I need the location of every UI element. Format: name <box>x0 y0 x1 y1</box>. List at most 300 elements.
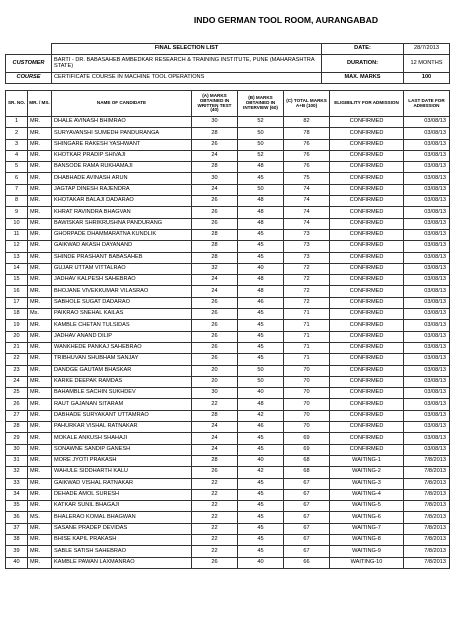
last-date-cell: 03/08/13 <box>404 365 450 376</box>
table-row <box>6 252 450 263</box>
max-marks-label: MAX. MARKS <box>322 73 404 84</box>
table-row <box>6 489 450 500</box>
title-cell: MR. <box>28 275 52 286</box>
written-cell: 32 <box>192 263 238 274</box>
title-cell: MR. <box>28 320 52 331</box>
name-cell: BAHAMBLE SACHIN SUKHDEV <box>52 388 192 399</box>
last-date-cell: 03/08/13 <box>404 117 450 128</box>
sr-cell: 9 <box>6 207 28 218</box>
table-row <box>6 286 450 297</box>
interview-cell: 45 <box>238 320 284 331</box>
name-cell: RAUT GAJANAN SITARAM <box>52 399 192 410</box>
title-cell: MS. <box>28 512 52 523</box>
eligibility-cell: WAITING-6 <box>330 512 404 523</box>
sr-cell: 2 <box>6 128 28 139</box>
name-cell: BAWISKAR SHRIKRUSHNA PANDURANG <box>52 218 192 229</box>
interview-cell: 45 <box>238 252 284 263</box>
table-row <box>6 184 450 195</box>
last-date-cell: 7/8/2013 <box>404 557 450 568</box>
title-cell: MR. <box>28 388 52 399</box>
sr-cell: 21 <box>6 342 28 353</box>
last-date-cell: 7/8/2013 <box>404 455 450 466</box>
written-cell: 26 <box>192 320 238 331</box>
written-cell: 26 <box>192 207 238 218</box>
name-cell: SASANE PRADEP DEVIDAS <box>52 523 192 534</box>
eligibility-cell: CONFIRMED <box>330 342 404 353</box>
eligibility-cell: WAITING-9 <box>330 546 404 557</box>
list-title: FINAL SELECTION LIST <box>52 44 322 55</box>
sr-cell: 37 <box>6 523 28 534</box>
interview-cell: 42 <box>238 410 284 421</box>
sr-cell: 24 <box>6 376 28 387</box>
interview-cell: 50 <box>238 365 284 376</box>
name-cell: MOKALE ANKUSH SHAHAJI <box>52 433 192 444</box>
interview-cell: 45 <box>238 229 284 240</box>
sr-cell: 22 <box>6 354 28 365</box>
total-cell: 69 <box>284 444 330 455</box>
eligibility-cell: CONFIRMED <box>330 229 404 240</box>
interview-cell: 52 <box>238 117 284 128</box>
written-cell: 26 <box>192 331 238 342</box>
name-cell: BHISE KAPIL PRAKASH <box>52 534 192 545</box>
last-date-cell: 03/08/13 <box>404 297 450 308</box>
max-marks-value: 100 <box>404 73 450 84</box>
last-date-cell: 7/8/2013 <box>404 546 450 557</box>
written-cell: 22 <box>192 489 238 500</box>
name-cell: GHORPADE DHAMMARATNA KUNDLIK <box>52 229 192 240</box>
total-cell: 67 <box>284 501 330 512</box>
written-cell: 26 <box>192 139 238 150</box>
table-row <box>6 162 450 173</box>
eligibility-cell: WAITING-7 <box>330 523 404 534</box>
table-body <box>6 117 450 569</box>
table-row <box>6 173 450 184</box>
title-cell: MR. <box>28 139 52 150</box>
written-cell: 28 <box>192 128 238 139</box>
interview-cell: 46 <box>238 297 284 308</box>
title-cell: MR. <box>28 501 52 512</box>
interview-cell: 40 <box>238 263 284 274</box>
eligibility-cell: CONFIRMED <box>330 207 404 218</box>
sr-cell: 18 <box>6 309 28 320</box>
total-cell: 72 <box>284 263 330 274</box>
eligibility-cell: CONFIRMED <box>330 218 404 229</box>
course-value: CERTIFICATE COURSE IN MACHINE TOOL OPERATIONS <box>52 73 322 84</box>
written-cell: 26 <box>192 467 238 478</box>
table-row <box>6 546 450 557</box>
eligibility-cell: CONFIRMED <box>330 196 404 207</box>
eligibility-cell: CONFIRMED <box>330 128 404 139</box>
written-cell: 22 <box>192 399 238 410</box>
interview-cell: 45 <box>238 546 284 557</box>
eligibility-cell: CONFIRMED <box>330 433 404 444</box>
sr-cell: 11 <box>6 229 28 240</box>
title-cell: MR. <box>28 478 52 489</box>
written-cell: 26 <box>192 354 238 365</box>
written-cell: 28 <box>192 455 238 466</box>
written-cell: 22 <box>192 534 238 545</box>
name-cell: KARKE DEEPAK RAMDAS <box>52 376 192 387</box>
title-cell: MR. <box>28 173 52 184</box>
name-cell: MORE JYOTI PRAKASH <box>52 455 192 466</box>
interview-cell: 45 <box>238 489 284 500</box>
last-date-cell: 03/08/13 <box>404 162 450 173</box>
name-cell: DEHADE AMOL SURESH <box>52 489 192 500</box>
total-cell: 71 <box>284 320 330 331</box>
title-cell: MR. <box>28 399 52 410</box>
title-cell: MR. <box>28 557 52 568</box>
name-cell: GAIKWAD AKASH DAYANAND <box>52 241 192 252</box>
table-row <box>6 229 450 240</box>
last-date-cell: 7/8/2013 <box>404 534 450 545</box>
interview-cell: 45 <box>238 173 284 184</box>
name-cell: SABHOLE SUGAT DADARAO <box>52 297 192 308</box>
table-row <box>6 150 450 161</box>
last-date-cell: 03/08/13 <box>404 422 450 433</box>
sr-cell: 38 <box>6 534 28 545</box>
title-cell: MR. <box>28 162 52 173</box>
last-date-cell: 03/08/13 <box>404 410 450 421</box>
total-cell: 72 <box>284 275 330 286</box>
eligibility-cell: CONFIRMED <box>330 365 404 376</box>
total-cell: 76 <box>284 139 330 150</box>
name-cell: BHALERAO KOMAL BHAGWAN <box>52 512 192 523</box>
interview-cell: 45 <box>238 433 284 444</box>
name-cell: JAGTAP DINESH RAJENDRA <box>52 184 192 195</box>
date-label: DATE: <box>322 44 404 55</box>
sr-cell: 40 <box>6 557 28 568</box>
sr-cell: 35 <box>6 501 28 512</box>
name-cell: SABLE SATISH SAHEBRAO <box>52 546 192 557</box>
interview-cell: 50 <box>238 376 284 387</box>
sr-cell: 29 <box>6 433 28 444</box>
interview-cell: 48 <box>238 207 284 218</box>
written-cell: 28 <box>192 162 238 173</box>
name-cell: SHINDE PRASHANT BABASAHEB <box>52 252 192 263</box>
written-cell: 30 <box>192 173 238 184</box>
title-cell: MR. <box>28 241 52 252</box>
table-row <box>6 410 450 421</box>
sr-cell: 8 <box>6 196 28 207</box>
name-cell: KAMBLE PAWAN LAXMANRAO <box>52 557 192 568</box>
written-cell: 28 <box>192 229 238 240</box>
total-cell: 67 <box>284 523 330 534</box>
last-date-cell: 03/08/13 <box>404 444 450 455</box>
sr-cell: 13 <box>6 252 28 263</box>
written-cell: 24 <box>192 184 238 195</box>
interview-cell: 48 <box>238 286 284 297</box>
interview-cell: 45 <box>238 354 284 365</box>
table-row <box>6 444 450 455</box>
written-cell: 22 <box>192 512 238 523</box>
table-row <box>6 512 450 523</box>
name-cell: GAIKWAD VISHAL RATNAKAR <box>52 478 192 489</box>
total-cell: 70 <box>284 388 330 399</box>
eligibility-cell: CONFIRMED <box>330 354 404 365</box>
table-row <box>6 467 450 478</box>
title-cell: MR. <box>28 489 52 500</box>
last-date-cell: 03/08/13 <box>404 139 450 150</box>
sr-cell: 26 <box>6 399 28 410</box>
title-cell: MR. <box>28 455 52 466</box>
name-cell: BHOJANE VIVEKKUMAR VILASRAO <box>52 286 192 297</box>
interview-cell: 50 <box>238 184 284 195</box>
sr-cell: 32 <box>6 467 28 478</box>
eligibility-cell: CONFIRMED <box>330 297 404 308</box>
last-date-cell: 7/8/2013 <box>404 467 450 478</box>
interview-cell: 45 <box>238 241 284 252</box>
title-cell: MR. <box>28 433 52 444</box>
name-cell: DHALE AVINASH BHIMRAO <box>52 117 192 128</box>
written-cell: 24 <box>192 422 238 433</box>
title-cell: MR. <box>28 150 52 161</box>
total-cell: 74 <box>284 207 330 218</box>
table-row <box>6 433 450 444</box>
last-date-cell: 03/08/13 <box>404 399 450 410</box>
interview-cell: 48 <box>238 275 284 286</box>
name-cell: KHOTKAR PRADIP SHIVAJI <box>52 150 192 161</box>
table-row <box>6 534 450 545</box>
last-date-cell: 03/08/13 <box>404 207 450 218</box>
sr-cell: 39 <box>6 546 28 557</box>
table-row <box>6 501 450 512</box>
written-cell: 22 <box>192 501 238 512</box>
sr-cell: 28 <box>6 422 28 433</box>
col-eligibility: ELIGIBILITY FOR ADMISSION <box>330 91 404 117</box>
written-cell: 22 <box>192 478 238 489</box>
total-cell: 78 <box>284 128 330 139</box>
name-cell: JADHAV KALPESH SAHEBRAO <box>52 275 192 286</box>
written-cell: 20 <box>192 376 238 387</box>
eligibility-cell: CONFIRMED <box>330 139 404 150</box>
duration-value: 12 MONTHS <box>404 55 450 73</box>
col-last-date: LAST DATE FOR ADMISSION <box>404 91 450 117</box>
selection-table <box>5 90 450 569</box>
interview-cell: 45 <box>238 534 284 545</box>
total-cell: 71 <box>284 331 330 342</box>
eligibility-cell: CONFIRMED <box>330 286 404 297</box>
total-cell: 71 <box>284 342 330 353</box>
title-cell: MR. <box>28 376 52 387</box>
table-row <box>6 523 450 534</box>
last-date-cell: 03/08/13 <box>404 388 450 399</box>
total-cell: 68 <box>284 467 330 478</box>
total-cell: 69 <box>284 433 330 444</box>
total-cell: 75 <box>284 173 330 184</box>
eligibility-cell: CONFIRMED <box>330 117 404 128</box>
title-cell: MR. <box>28 422 52 433</box>
title-cell: Ms. <box>28 309 52 320</box>
eligibility-cell: WAITING-3 <box>330 478 404 489</box>
org-title: INDO GERMAN TOOL ROOM, AURANGABAD <box>193 15 379 25</box>
interview-cell: 45 <box>238 501 284 512</box>
total-cell: 71 <box>284 354 330 365</box>
table-row <box>6 331 450 342</box>
interview-cell: 45 <box>238 478 284 489</box>
table-row <box>6 207 450 218</box>
written-cell: 26 <box>192 218 238 229</box>
column-header-row <box>6 91 450 117</box>
total-cell: 76 <box>284 150 330 161</box>
written-cell: 26 <box>192 557 238 568</box>
title-cell: MR. <box>28 117 52 128</box>
last-date-cell: 03/08/13 <box>404 196 450 207</box>
written-cell: 20 <box>192 365 238 376</box>
interview-cell: 42 <box>238 467 284 478</box>
written-cell: 24 <box>192 275 238 286</box>
eligibility-cell: CONFIRMED <box>330 410 404 421</box>
date-value: 28/7/2013 <box>404 44 450 55</box>
interview-cell: 46 <box>238 422 284 433</box>
total-cell: 70 <box>284 365 330 376</box>
name-cell: PAIKRAO SNEHAL KAILAS <box>52 309 192 320</box>
table-row <box>6 557 450 568</box>
eligibility-cell: CONFIRMED <box>330 422 404 433</box>
total-cell: 70 <box>284 422 330 433</box>
total-cell: 70 <box>284 399 330 410</box>
name-cell: TRIBHUVAN SHUBHAM SANJAY <box>52 354 192 365</box>
total-cell: 74 <box>284 196 330 207</box>
total-cell: 67 <box>284 512 330 523</box>
total-cell: 67 <box>284 478 330 489</box>
duration-label: DURATION: <box>322 55 404 73</box>
sr-cell: 17 <box>6 297 28 308</box>
last-date-cell: 03/08/13 <box>404 331 450 342</box>
interview-cell: 45 <box>238 331 284 342</box>
title-cell: MR. <box>28 128 52 139</box>
eligibility-cell: CONFIRMED <box>330 376 404 387</box>
table-row <box>6 399 450 410</box>
last-date-cell: 7/8/2013 <box>404 489 450 500</box>
last-date-cell: 03/08/13 <box>404 184 450 195</box>
written-cell: 24 <box>192 150 238 161</box>
last-date-cell: 03/08/13 <box>404 376 450 387</box>
written-cell: 28 <box>192 252 238 263</box>
table-row <box>6 241 450 252</box>
title-cell: MR. <box>28 263 52 274</box>
eligibility-cell: CONFIRMED <box>330 275 404 286</box>
sr-cell: 27 <box>6 410 28 421</box>
eligibility-cell: CONFIRMED <box>330 263 404 274</box>
interview-cell: 50 <box>238 139 284 150</box>
written-cell: 30 <box>192 388 238 399</box>
last-date-cell: 03/08/13 <box>404 252 450 263</box>
table-row <box>6 128 450 139</box>
header-table <box>5 43 450 84</box>
table-row <box>6 342 450 353</box>
title-cell: MR. <box>28 218 52 229</box>
sr-cell: 19 <box>6 320 28 331</box>
interview-cell: 40 <box>238 557 284 568</box>
title-cell: MR. <box>28 286 52 297</box>
table-row <box>6 309 450 320</box>
eligibility-cell: CONFIRMED <box>330 150 404 161</box>
eligibility-cell: WAITING-5 <box>330 501 404 512</box>
title-cell: MR. <box>28 410 52 421</box>
last-date-cell: 03/08/13 <box>404 150 450 161</box>
last-date-cell: 03/08/13 <box>404 263 450 274</box>
sr-cell: 31 <box>6 455 28 466</box>
last-date-cell: 03/08/13 <box>404 320 450 331</box>
sr-cell: 36 <box>6 512 28 523</box>
name-cell: BANSODE RAMA RUKHAMAJI <box>52 162 192 173</box>
eligibility-cell: CONFIRMED <box>330 241 404 252</box>
written-cell: 24 <box>192 444 238 455</box>
written-cell: 26 <box>192 196 238 207</box>
last-date-cell: 03/08/13 <box>404 229 450 240</box>
interview-cell: 50 <box>238 128 284 139</box>
name-cell: WANKHEDE PANKAJ SAHEBRAO <box>52 342 192 353</box>
last-date-cell: 7/8/2013 <box>404 501 450 512</box>
eligibility-cell: CONFIRMED <box>330 162 404 173</box>
total-cell: 70 <box>284 376 330 387</box>
table-row <box>6 354 450 365</box>
sr-cell: 15 <box>6 275 28 286</box>
title-cell: MR. <box>28 342 52 353</box>
eligibility-cell: CONFIRMED <box>330 252 404 263</box>
total-cell: 67 <box>284 546 330 557</box>
name-cell: KHOTAKAR BALAJI DADARAO <box>52 196 192 207</box>
total-cell: 73 <box>284 241 330 252</box>
last-date-cell: 03/08/13 <box>404 218 450 229</box>
sr-cell: 6 <box>6 173 28 184</box>
total-cell: 72 <box>284 297 330 308</box>
eligibility-cell: WAITING-8 <box>330 534 404 545</box>
written-cell: 26 <box>192 297 238 308</box>
eligibility-cell: CONFIRMED <box>330 309 404 320</box>
title-cell: MR. <box>28 207 52 218</box>
table-row <box>6 263 450 274</box>
written-cell: 26 <box>192 342 238 353</box>
title-cell: MR. <box>28 297 52 308</box>
last-date-cell: 03/08/13 <box>404 309 450 320</box>
total-cell: 68 <box>284 455 330 466</box>
written-cell: 30 <box>192 117 238 128</box>
interview-cell: 40 <box>238 388 284 399</box>
total-cell: 76 <box>284 162 330 173</box>
interview-cell: 45 <box>238 523 284 534</box>
table-row <box>6 117 450 128</box>
interview-cell: 48 <box>238 196 284 207</box>
name-cell: JADHAV ANAND DILIP <box>52 331 192 342</box>
table-row <box>6 455 450 466</box>
name-cell: KHRAT RAVINDRA BHAGVAN <box>52 207 192 218</box>
total-cell: 82 <box>284 117 330 128</box>
total-cell: 73 <box>284 252 330 263</box>
name-cell: WAHULE SIDDHARTH KALU <box>52 467 192 478</box>
table-row <box>6 422 450 433</box>
written-cell: 24 <box>192 286 238 297</box>
table-row <box>6 388 450 399</box>
last-date-cell: 03/08/13 <box>404 354 450 365</box>
sr-cell: 23 <box>6 365 28 376</box>
table-row <box>6 365 450 376</box>
eligibility-cell: CONFIRMED <box>330 444 404 455</box>
sr-cell: 14 <box>6 263 28 274</box>
last-date-cell: 03/08/13 <box>404 173 450 184</box>
last-date-cell: 03/08/13 <box>404 342 450 353</box>
title-cell: MR. <box>28 444 52 455</box>
written-cell: 22 <box>192 546 238 557</box>
eligibility-cell: WAITING-4 <box>330 489 404 500</box>
eligibility-cell: WAITING-2 <box>330 467 404 478</box>
title-cell: MR. <box>28 196 52 207</box>
sr-cell: 12 <box>6 241 28 252</box>
total-cell: 74 <box>284 218 330 229</box>
title-cell: MR. <box>28 365 52 376</box>
interview-cell: 45 <box>238 512 284 523</box>
customer-label: CUSTOMER <box>6 55 52 73</box>
